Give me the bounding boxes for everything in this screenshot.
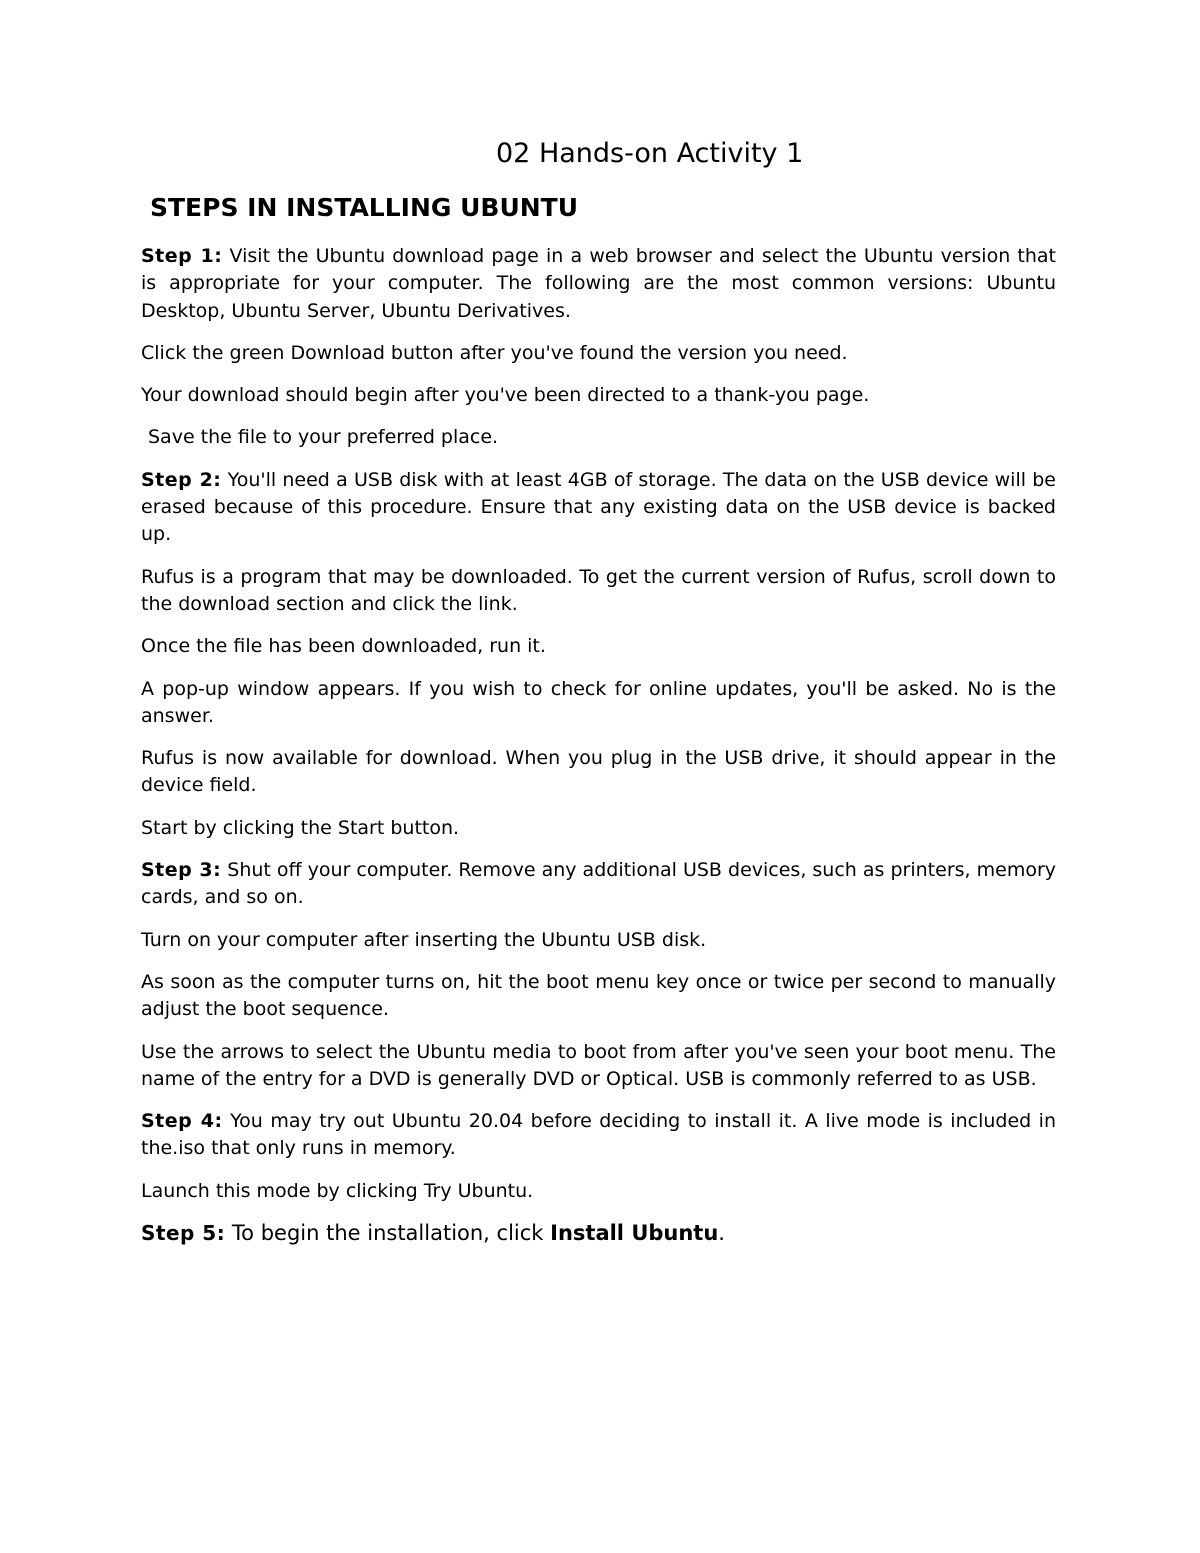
- step-2-label: Step 2:: [141, 468, 222, 491]
- step-1-paragraph: [141, 243, 1056, 325]
- step-2-paragraph: [141, 467, 1056, 549]
- step-1-label: Step 1:: [141, 245, 223, 267]
- launch-paragraph: Launch this mode by clicking Try Ubuntu.: [141, 1179, 534, 1202]
- save-file-paragraph: Save the file to your preferred place.: [148, 426, 499, 449]
- boot-key-paragraph: As soon as the computer turns on, hit the boot menu key once or twice per second to manually adjust the boot sequence.: [141, 970, 1056, 1021]
- turn-on-paragraph: Turn on your computer after inserting the Ubuntu USB disk.: [141, 928, 707, 951]
- document-title: 02 Hands-on Activity 1: [496, 138, 804, 169]
- start-paragraph: Start by clicking the Start button.: [141, 816, 460, 839]
- step-4-paragraph: [141, 1108, 1056, 1163]
- run-file-paragraph: Once the file has been downloaded, run it.: [141, 635, 546, 658]
- section-heading: STEPS IN INSTALLING UBUNTU: [150, 193, 579, 222]
- step-5-label: Step 5:: [141, 1221, 226, 1246]
- rufus-available-paragraph: Rufus is now available for download. When you plug in the USB drive, it should appear in the device field.: [141, 747, 1056, 797]
- step-3-label: Step 3:: [141, 859, 222, 882]
- step-5-text: To begin the installation, click: [225, 1221, 551, 1246]
- install-ubuntu-emphasis: Install Ubuntu: [550, 1221, 719, 1246]
- step-5-paragraph: [141, 1220, 1056, 1247]
- step-1-text: Visit the Ubuntu download page in a web browser and select the Ubuntu version that is appropriate for your computer. The following are the most common versions: Ubuntu Desktop, Ubuntu Server, Ubuntu Derivatives.: [141, 245, 1057, 322]
- step-2-text: You'll need a USB disk with at least 4GB of storage. The data on the USB device will be erased because of this procedure. Ensure that any existing data on the USB device is backed up.: [141, 468, 1056, 546]
- step-4-label: Step 4:: [141, 1110, 223, 1133]
- thank-you-paragraph: Your download should begin after you've been directed to a thank-you page.: [141, 384, 870, 407]
- step-3-paragraph: [141, 857, 1056, 912]
- document-body: [141, 243, 1056, 1262]
- arrows-paragraph: Use the arrows to select the Ubuntu media to boot from after you've seen your boot menu. The name of the entry for a DVD is generally DVD or Optical. USB is commonly referred to as USB.: [141, 1040, 1056, 1090]
- step-4-text: You may try out Ubuntu 20.04 before deciding to install it. A live mode is included in the.iso that only runs in memory.: [141, 1110, 1056, 1160]
- popup-paragraph: A pop-up window appears. If you wish to check for online updates, you'll be asked. No is the answer.: [141, 677, 1056, 727]
- download-button-paragraph: Click the green Download button after you've found the version you need.: [141, 341, 848, 364]
- rufus-download-paragraph: Rufus is a program that may be downloaded. To get the current version of Rufus, scroll down to the download section and click the link.: [141, 565, 1056, 615]
- step-5-end: .: [718, 1221, 725, 1246]
- step-3-text: Shut off your computer. Remove any additional USB devices, such as printers, memory cards, and so on.: [141, 859, 1057, 909]
